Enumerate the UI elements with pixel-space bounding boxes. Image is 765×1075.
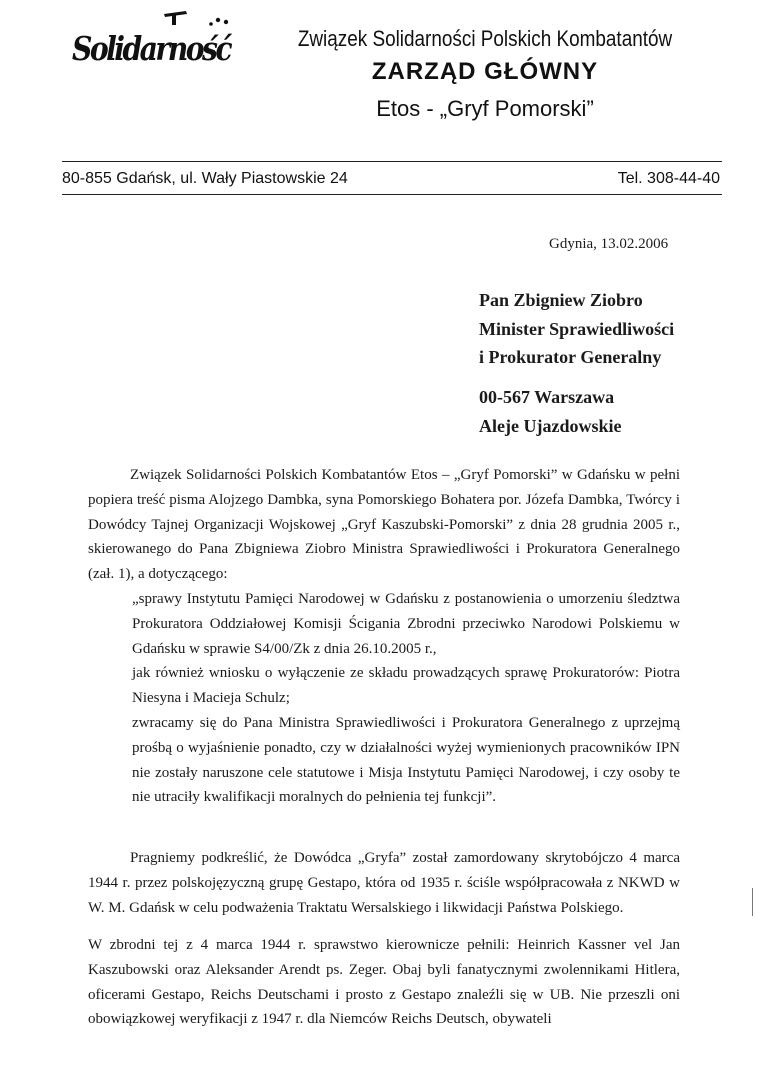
branch-name: Etos - „Gryf Pomorski” [376, 96, 594, 121]
letter-quote [88, 587, 680, 810]
board-name: ZARZĄD GŁÓWNY [371, 58, 599, 85]
letterhead-top-rule [62, 161, 722, 162]
letter-body-emphasis [88, 846, 680, 920]
quote-paragraph: zwracamy się do Pana Ministra Sprawiedliwości i Prokuratora Generalnego z uprzejmą prośbą o wyjaśnienie ponadto, czy w działalności wyżej wymienionych pracowników IPN nie zostały naruszone cele statutowe i Misja Instytutu Pamięci Narodowej, i czy osoby te nie utraciły kwalifikacji moralnych do pełnienia tej funkcji”. [132, 714, 680, 806]
letter-body-perpetrators [88, 933, 680, 1032]
recipient-address [479, 383, 621, 440]
quote-paragraph: „sprawy Instytutu Pamięci Narodowej w Gdańsku z postanowienia o umorzeniu śledztwa Prokuratora Oddziałowej Komisji Ścigania Zbrodni przeciwko Narodowi Polskiemu w Gdańsku w sprawie S4/00/Zk z dnia 26.10.2005 r., [132, 591, 680, 657]
svg-text:Solidarność: Solidarność [72, 29, 233, 68]
recipient-name: Pan Zbigniew Ziobro [479, 290, 643, 310]
recipient-street: Aleje Ujazdowskie [479, 415, 622, 436]
paragraph: Pragniemy podkreślić, że Dowódca „Gryfa” został zamordowany skrytobójczo 4 marca 1944 r. przez polskojęzyczną grupę Gestapo, która od 1935 r. ściśle współpracowała z NKWD w W. M. Gdańsk w celu podważenia Traktatu Wersalskiego i likwidacji Państwa Polskiego. [88, 850, 680, 916]
recipient-postal-city: 00-567 Warszawa [479, 387, 615, 407]
paragraph: W zbrodni tej z 4 marca 1944 r. sprawstwo kierownicze pełnili: Heinrich Kassner vel Jan Kaszubowski oraz Aleksander Arendt ps. Zeger. Obaj byli fanatycznymi zwolennikami Hitlera, oficerami Gestapo, Reichs Deutschami i prosto z Gestapo znaleźli się w UB. Nie przeszli oni obowiązkowej weryfikacji z 1947 r. dla Niemców Reichs Deutsch, obywateli [88, 937, 680, 1028]
recipient-title-2: i Prokurator Generalny [479, 347, 662, 367]
paragraph: Związek Solidarności Polskich Kombatantów Etos – „Gryf Pomorski” w Gdańsku w pełni popiera treść pisma Alojzego Dambka, syna Pomorskiego Bohatera por. Józefa Dambka, Twórcy i Dowódcy Tajnej Organizacji Wojskowej „Gryf Kaszubski-Pomorski” z dnia 28 grudnia 2005 r., skierowanego do Pana Zbigniewa Ziobro Ministra Sprawiedliwości i Prokuratora Generalnego (zał. 1), a dotyczącego: [88, 467, 680, 583]
letterhead-address: 80-855 Gdańsk, ul. Wały Piastowskie 24 [62, 170, 348, 187]
recipient-title: Minister Sprawiedliwości [479, 318, 675, 339]
date-place: Gdynia, 13.02.2006 [549, 236, 669, 252]
letterhead-bottom-rule [62, 194, 722, 195]
letterhead-phone: Tel. 308-44-40 [617, 170, 720, 187]
solidarnosc-logo [68, 8, 236, 72]
letter-body-intro [88, 463, 680, 587]
organization-name: Związek Solidarności Polskich Kombatantów [297, 26, 673, 51]
quote-paragraph: jak również wniosku o wyłączenie ze składu prowadzących sprawę Prokuratorów: Piotra Niesyna i Macieja Schulz; [132, 665, 680, 707]
scan-artifact [752, 888, 757, 916]
recipient-block [479, 286, 674, 372]
